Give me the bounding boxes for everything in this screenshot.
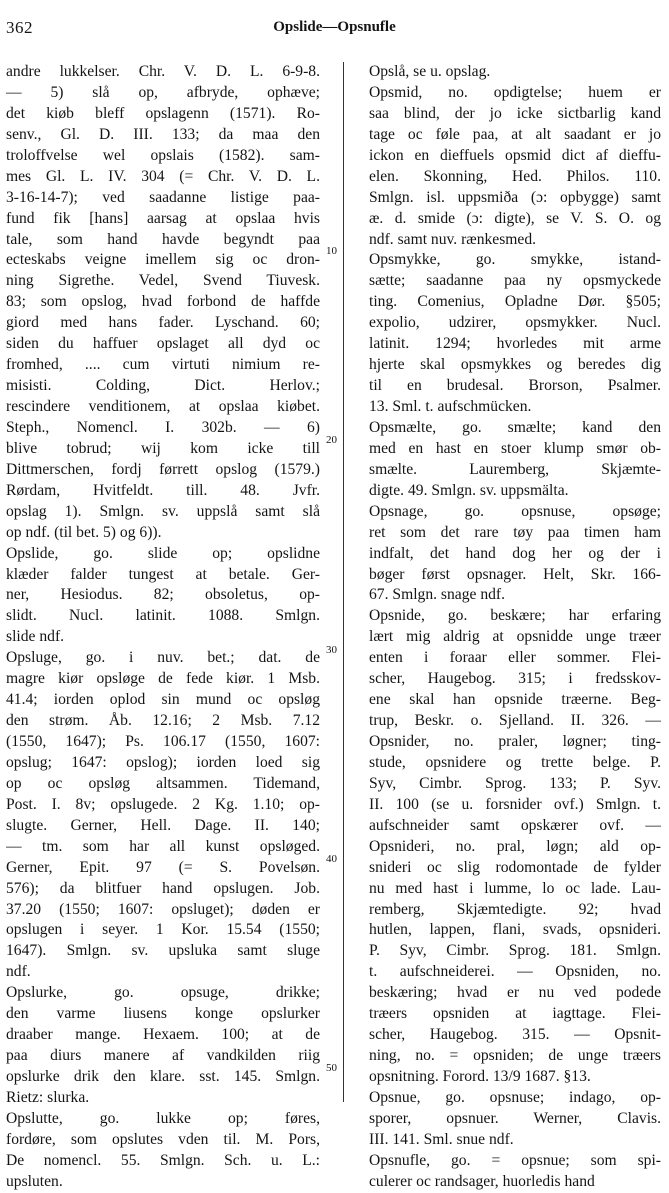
text-line: opsnitning. Forord. 13/9 1687. §13. <box>369 1068 591 1085</box>
text-line: Opsnideri, no. pral, løgn; ald op- <box>369 837 661 855</box>
text-line: ickon en dieffuels opsmid dict af dieffu- <box>369 146 661 164</box>
running-head: Opslide—Opsnufle <box>273 19 396 35</box>
text-line: II. 100 (se u. forsnider ovf.) Smlgn. t. <box>369 795 661 813</box>
text-line: snideri oc slig rodomontade de fylder <box>369 858 661 876</box>
text-line: opslag 1). Smlgn. sv. uppslå samt slå <box>6 502 320 520</box>
page-header <box>0 0 669 40</box>
text-line: ret som det rare tøy paa timen ham <box>369 523 661 541</box>
text-line: digte. 49. Smlgn. sv. uppsmälta. <box>369 481 569 499</box>
text-line: Opsmid, no. opdigtelse; huem er <box>369 83 661 101</box>
text-line: Syv, Cimbr. Sprog. 133; P. Syv. <box>369 774 661 792</box>
text-line: Opslurke, go. opsuge, drikke; <box>6 984 320 1002</box>
text-line: ndf. samt nuv. rænkesmed. <box>369 230 537 248</box>
text-line: den strøm. Åb. 12.16; 2 Msb. 7.12 <box>6 712 320 730</box>
text-line: sætte; saadanne paa ny opsmyckede <box>369 272 661 290</box>
text-line: smælte. Lauremberg, Skjæmte- <box>369 460 661 478</box>
text-line: III. 141. Sml. snue ndf. <box>369 1130 514 1148</box>
text-line: Post. I. 8v; opslugede. 2 Kg. 1.10; op- <box>6 795 320 813</box>
text-line: den varme liusens konge opslurker <box>6 1005 320 1023</box>
text-line: Opsmælte, go. smælte; kand den <box>369 418 661 436</box>
text-line: Opsnide, go. beskære; har erfaring <box>369 607 661 625</box>
text-line: nu med hast i lumme, lo oc lade. Lau- <box>369 879 661 897</box>
text-line: latinit. 1294; hvorledes mit arme <box>369 335 661 353</box>
text-line: til en brudesal. Brorson, Psalmer. <box>369 377 661 395</box>
text-line: hjerte skal opsmykkes og beredes dig <box>369 356 661 374</box>
text-line: Smlgn. isl. uppsmiða (ɔ: opbygge) samt <box>369 188 661 206</box>
text-line: siden du haffuer opslaget all dyd oc <box>6 335 320 353</box>
text-line: troloffvelse wel opslais (1582). sam- <box>6 146 320 164</box>
text-line: andre lukkelser. Chr. V. D. L. 6-9-8. <box>6 63 320 80</box>
text-line: magre kiør opsløge de fede kiør. 1 Msb. <box>6 670 320 688</box>
text-line: det kiøb bleff opslagenn (1571). Ro- <box>6 104 320 122</box>
text-line: Opsnufle, go. = opsnue; som spi- <box>369 1151 661 1169</box>
text-line: paa diurs manere af vandkilden riig <box>6 1047 320 1065</box>
text-line: scher, Haugebog. 315; i fredsskov- <box>369 670 661 688</box>
line-number-marker: 10 <box>326 245 337 257</box>
text-line: opslug; 1647: opslog); iorden loed sig <box>6 753 320 771</box>
text-line: Dittmerschen, fordj førrett opslog (1579.) <box>6 460 320 478</box>
text-line: Opslå, se u. opslag. <box>369 63 491 80</box>
text-line: ning, no. = opsniden; de unge træers <box>369 1047 661 1065</box>
text-line: bøger først opsnager. Helt, Skr. 166- <box>369 565 661 583</box>
text-line: Steph., Nomencl. I. 302b. — 6) <box>6 418 320 436</box>
text-line: med en hast en stoer klump smør ob- <box>369 439 661 457</box>
text-line: giord med hans fader. Lyschand. 60; <box>6 314 320 332</box>
text-line: fromhed, .... cum virtuti nimium re- <box>6 356 320 374</box>
line-number-marker: 20 <box>326 434 337 446</box>
text-line: 67. Smlgn. snage ndf. <box>369 586 506 604</box>
text-line: expolio, udzirer, opsmykker. Nucl. <box>369 314 661 332</box>
text-line: Opsnage, go. opsnuse, opsøge; <box>369 502 661 520</box>
text-line: op ndf. (til bet. 5) og 6)). <box>6 523 162 541</box>
text-line: ecteskabs veigne imellem sig oc dron- <box>6 251 320 269</box>
text-line: indfalt, det hand dog her og der i <box>369 544 661 562</box>
text-line: 576); da blitfuer hand opslugen. Job. <box>6 879 320 897</box>
text-line: Opsluge, go. i nuv. bet.; dat. de <box>6 649 320 667</box>
text-line: sporer, opsnuer. Werner, Clavis. <box>369 1109 661 1127</box>
right-column <box>369 62 661 1193</box>
text-line: 3-16-14-7); ved saadanne listige paa- <box>6 188 320 206</box>
text-line: tage oc føle paa, at alt saadant er jo <box>369 125 661 143</box>
text-line: mes Gl. L. IV. 304 (= Chr. V. D. L. <box>6 167 320 185</box>
text-line: 1647). Smlgn. sv. upsluka samt sluge <box>6 942 320 960</box>
text-line: Opslide, go. slide op; opslidne <box>6 544 320 562</box>
text-line: ner, Hesiodus. 82; obsoletus, op- <box>6 586 320 604</box>
text-line: Opslutte, go. lukke op; føres, <box>6 1109 320 1127</box>
text-line: fund fik [hans] aarsag at opslaa hvis <box>6 209 320 227</box>
line-number-marker: 30 <box>326 644 337 656</box>
text-line: hutlen, lappen, flani, svads, opsnideri. <box>369 921 661 939</box>
text-line: Opsnue, go. opsnuse; indago, op- <box>369 1088 661 1106</box>
text-line: 13. Sml. t. aufschmücken. <box>369 398 532 415</box>
text-line: klæder falder tungest at betale. Ger- <box>6 565 320 583</box>
text-line: Opsnider, no. praler, løgner; ting- <box>369 733 661 750</box>
text-line: æ. d. smide (ɔ: digte), se V. S. O. og <box>369 209 661 227</box>
text-line: tale, som hand havde begyndt paa <box>6 230 320 248</box>
text-line: enten i foraar eller sommer. Flei- <box>369 649 661 667</box>
text-line: rescindere venditionem, at opslaa kiøbet. <box>6 398 320 415</box>
text-line: Rietz: slurka. <box>6 1088 90 1106</box>
line-number-marker: 40 <box>326 853 337 865</box>
text-line: blive tobrud; wij kom icke till <box>6 439 320 457</box>
text-line: 37.20 (1550; 1607: opsluget); døden er <box>6 900 320 918</box>
text-line: opslurke drik den klare. sst. 145. Smlgn. <box>6 1068 320 1085</box>
text-line: Gerner, Epit. 97 (= S. Povelsøn. <box>6 858 320 876</box>
text-line: lært mig aldrig at opsnidde unge træer <box>369 628 661 646</box>
line-number-marker: 50 <box>326 1062 337 1074</box>
text-line: culerer oc randsager, huorledis hand <box>369 1172 595 1190</box>
text-line: 41.4; iorden oplod sin mund oc opsløg <box>6 691 320 709</box>
text-line: saa blind, der jo icke sictbarlig kand <box>369 104 661 122</box>
text-line: draaber mange. Hexaem. 100; at de <box>6 1026 320 1044</box>
text-line: De nomencl. 55. Smlgn. Sch. u. L.: <box>6 1151 320 1169</box>
left-column <box>6 62 320 1193</box>
text-line: stude, opsnidere og trette belge. P. <box>369 753 661 771</box>
page-number: 362 <box>6 18 33 37</box>
text-line: beskæring; hvad er nu ved podede <box>369 984 661 1002</box>
text-line: — tm. som har all kunst opsløged. <box>6 837 320 855</box>
text-line: slidt. Nucl. latinit. 1088. Smlgn. <box>6 607 320 625</box>
text-line: opslugen i seyer. 1 Kor. 15.54 (1550; <box>6 921 320 939</box>
text-line: trup, Beskr. o. Sjelland. II. 326. — <box>369 712 661 730</box>
text-line: slide ndf. <box>6 628 65 646</box>
text-line: elen. Skonning, Hed. Philos. 110. <box>369 167 661 185</box>
text-line: ting. Comenius, Opladne Dør. §505; <box>369 293 661 311</box>
text-line: Opsmykke, go. smykke, istand- <box>369 251 661 269</box>
column-divider <box>343 62 344 1102</box>
text-line: Rørdam, Hvitfeldt. till. 48. Jvfr. <box>6 481 320 499</box>
text-line: ning Sigrethe. Vedel, Svend Tiuvesk. <box>6 272 320 290</box>
text-line: remberg, Skjæmtedigte. 92; hvad <box>369 900 661 918</box>
text-line: P. Syv, Cimbr. Sprog. 181. Smlgn. <box>369 942 661 960</box>
text-line: træers opsniden at iagttage. Flei- <box>369 1005 661 1023</box>
text-line: ndf. <box>6 963 31 981</box>
text-line: senv., Gl. D. III. 133; da maa den <box>6 125 320 143</box>
text-line: fordøre, som opslutes vden til. M. Pors, <box>6 1130 320 1148</box>
text-line: upsluten. <box>6 1172 63 1190</box>
text-line: aufschneider samt opskærer ovf. — <box>369 816 661 834</box>
text-line: ene skal han opsnide træerne. Beg- <box>369 691 661 709</box>
text-line: scher, Haugebog. 315. — Opsnit- <box>369 1026 661 1044</box>
text-line: t. aufschneiderei. — Opsniden, no. <box>369 963 661 981</box>
text-line: op oc opsløg altsammen. Tidemand, <box>6 774 320 792</box>
text-line: (1550, 1647); Ps. 106.17 (1550, 1607: <box>6 733 320 750</box>
text-line: 83; som opslog, hvad forbond de haffde <box>6 293 320 311</box>
text-line: slugte. Gerner, Hell. Dage. II. 140; <box>6 816 320 834</box>
text-line: — 5) slå op, afbryde, ophæve; <box>6 83 320 101</box>
text-line: misisti. Colding, Dict. Herlov.; <box>6 377 320 395</box>
